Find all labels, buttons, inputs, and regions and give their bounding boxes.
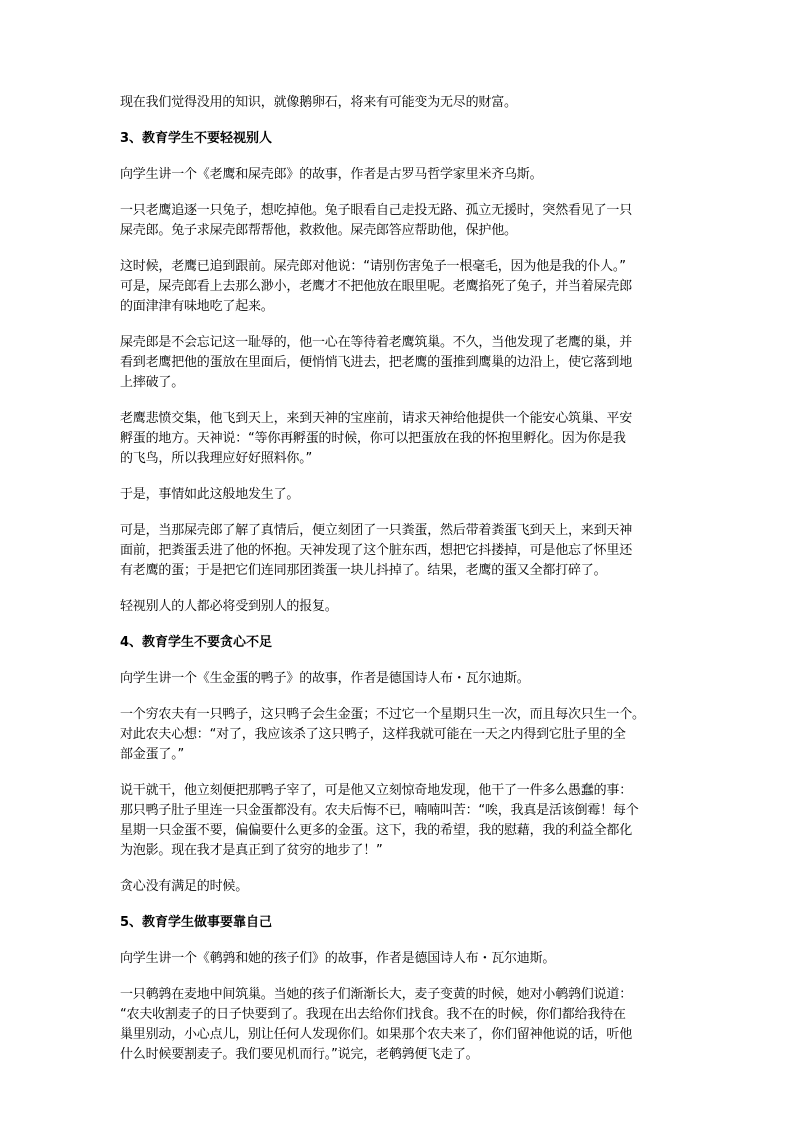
text-line: 一个穷农夫有一只鸭子，这只鸭子会生金蛋；不过它一个星期只生一次，而且每次只生一个。 (120, 707, 645, 722)
paragraph (120, 165, 680, 185)
text-line: 轻视别人的人都必将受到别人的报复。 (120, 599, 338, 614)
paragraph (120, 521, 680, 581)
text-line: 可是，当那屎壳郎了解了真情后，便立刻团了一只粪蛋，然后带着粪蛋飞到天上，来到天神 (120, 523, 633, 538)
paragraph (120, 333, 680, 393)
text-line: 有老鹰的蛋；于是把它们连同那团粪蛋一块儿抖掉了。结果，老鹰的蛋又全都打碎了。 (120, 563, 607, 578)
text-line: 一只老鹰追逐一只兔子，想吃掉他。兔子眼看自己走投无路、孤立无援时，突然看见了一只 (120, 203, 633, 218)
text-line: 可是，屎壳郎看上去那么渺小，老鹰才不把他放在眼里呢。老鹰掐死了兔子，并当着屎壳郎 (120, 279, 633, 294)
paragraph (120, 93, 680, 113)
document-page (120, 93, 680, 1081)
text-line: 这时候，老鹰已追到跟前。屎壳郎对他说：“请别伤害兔子一根毫毛，因为他是我的仆人。” (120, 259, 626, 274)
text-line: 贪心没有满足的时候。 (120, 879, 249, 894)
paragraph (120, 949, 680, 969)
section-heading: 4、教育学生不要贪心不足 (120, 635, 273, 650)
paragraph (120, 409, 680, 469)
paragraph (120, 257, 680, 317)
text-line: 的面津津有味地吃了起来。 (120, 299, 274, 314)
text-line: 老鹰悲愤交集，他飞到天上，来到天神的宝座前，请求天神给他提供一个能安心筑巢、平安 (120, 411, 633, 426)
text-line: 星期一只金蛋不要，偏偏要什么更多的金蛋。这下，我的希望，我的慰藉，我的利益全都化 (120, 823, 633, 838)
section-heading: 3、教育学生不要轻视别人 (120, 131, 273, 146)
text-line: 为泡影。现在我才是真正到了贫穷的地步了！” (120, 843, 383, 858)
text-line: 部金蛋了。” (120, 747, 185, 762)
paragraph (120, 877, 680, 897)
text-line: 于是，事情如此这般地发生了。 (120, 487, 300, 502)
text-line: 的飞鸟，所以我理应好好照料你。” (120, 451, 313, 466)
text-line: 那只鸭子肚子里连一只金蛋都没有。农夫后悔不已，喃喃叫苦：“唉，我真是活该倒霉！每个 (120, 803, 639, 818)
paragraph (120, 597, 680, 617)
text-line: 孵蛋的地方。天神说：“等你再孵蛋的时候，你可以把蛋放在我的怀抱里孵化。因为你是我 (120, 431, 626, 446)
text-line: 一只鹌鹑在麦地中间筑巢。当她的孩子们渐渐长大，麦子变黄的时候，她对小鹌鹑们说道： (120, 987, 633, 1002)
text-line: 什么时候要割麦子。我们要见机而行。”说完，老鹌鹑便飞走了。 (120, 1047, 479, 1062)
text-line: 向学生讲一个《鹌鹑和她的孩子们》的故事，作者是德国诗人布・瓦尔迪斯。 (120, 951, 556, 966)
section-heading: 5、教育学生做事要靠自己 (120, 915, 273, 930)
text-line: “农夫收割麦子的日子快要到了。我现在出去给你们找食。我不在的时候，你们都给我待在 (120, 1007, 626, 1022)
text-line: 屎壳郎是不会忘记这一耻辱的，他一心在等待着老鹰筑巢。不久，当他发现了老鹰的巢，并 (120, 335, 633, 350)
text-line: 面前，把粪蛋丢进了他的怀抱。天神发现了这个脏东西，想把它抖搂掉，可是他忘了怀里还 (120, 543, 633, 558)
paragraph (120, 985, 680, 1065)
paragraph (120, 669, 680, 689)
paragraph (120, 781, 680, 861)
text-line: 看到老鹰把他的蛋放在里面后，便悄悄飞进去，把老鹰的蛋推到鹰巢的边沿上，使它落到地 (120, 355, 633, 370)
text-line: 对此农夫心想：“对了，我应该杀了这只鸭子，这样我就可能在一天之内得到它肚子里的全 (120, 727, 626, 742)
text-line: 屎壳郎。兔子求屎壳郎帮帮他，救救他。屎壳郎答应帮助他，保护他。 (120, 223, 517, 238)
text-line: 向学生讲一个《生金蛋的鸭子》的故事，作者是德国诗人布・瓦尔迪斯。 (120, 671, 530, 686)
text-line: 现在我们觉得没用的知识，就像鹅卵石，将来有可能变为无尽的财富。 (120, 95, 517, 110)
text-line: 说干就干，他立刻便把那鸭子宰了，可是他又立刻惊奇地发现，他干了一件多么愚蠢的事： (120, 783, 633, 798)
paragraph (120, 705, 680, 765)
text-line: 上摔破了。 (120, 375, 185, 390)
paragraph (120, 485, 680, 505)
text-line: 巢里别动，小心点儿，别让任何人发现你们。如果那个农夫来了，你们留神他说的话，听他 (120, 1027, 633, 1042)
text-line: 向学生讲一个《老鹰和屎壳郎》的故事，作者是古罗马哲学家里米齐乌斯。 (120, 167, 543, 182)
paragraph (120, 201, 680, 241)
